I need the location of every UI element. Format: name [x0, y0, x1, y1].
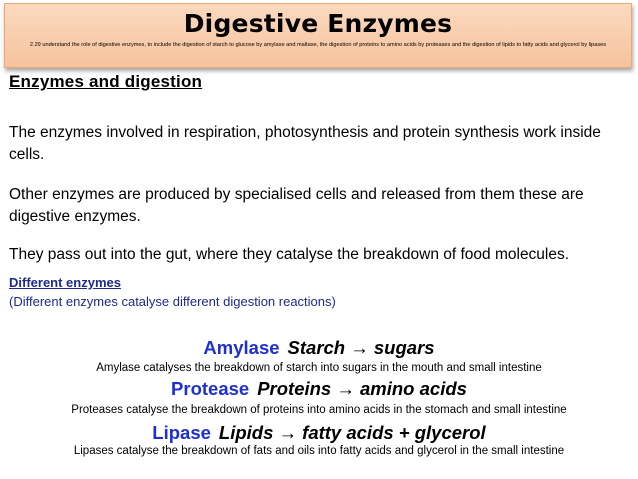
enzyme-heading-amylase	[0, 337, 638, 359]
enzyme-description-amylase: Amylase catalyses the breakdown of starch into sugars in the mouth and small intestine	[96, 362, 542, 374]
enzyme-heading-lipase	[0, 422, 638, 444]
paragraph-gut: They pass out into the gut, where they catalyse the breakdown of food molecules.	[9, 246, 570, 263]
specification-text: 2.29 understand the role of digestive enzymes, to include the digestion of starch to glucose by amylase and maltase, the digestion of proteins to amino acids by proteases and the digestion of lipids to fatty acids and glycerol by lipases	[29, 42, 607, 48]
enzyme-heading-protease	[0, 378, 638, 400]
enzyme-name: Amylase	[203, 337, 280, 358]
enzyme-name: Protease	[171, 378, 250, 399]
enzyme-description-lipase: Lipases catalyse the breakdown of fats and oils into fatty acids and glycerol in the small intestine	[73, 445, 565, 457]
enzyme-name: Lipase	[152, 422, 211, 443]
different-enzymes-note: (Different enzymes catalyse different digestion reactions)	[9, 294, 336, 309]
different-enzymes-heading: Different enzymes	[9, 275, 121, 290]
enzyme-reaction: Lipids → fatty acids + glycerol	[218, 422, 486, 443]
enzyme-description-protease: Proteases catalyse the breakdown of proteins into amino acids in the stomach and small intestine	[71, 404, 567, 416]
title-banner	[4, 3, 632, 68]
slide-title: Digestive Enzymes	[183, 9, 453, 38]
enzyme-reaction: Starch → sugars	[287, 337, 435, 358]
enzyme-reaction: Proteins → amino acids	[257, 378, 467, 399]
paragraph-respiration: The enzymes involved in respiration, photosynthesis and protein synthesis work inside cells.	[9, 124, 601, 163]
section-heading: Enzymes and digestion	[9, 72, 203, 91]
paragraph-specialised-cells: Other enzymes are produced by specialised cells and released from them these are digestive enzymes.	[9, 186, 584, 225]
